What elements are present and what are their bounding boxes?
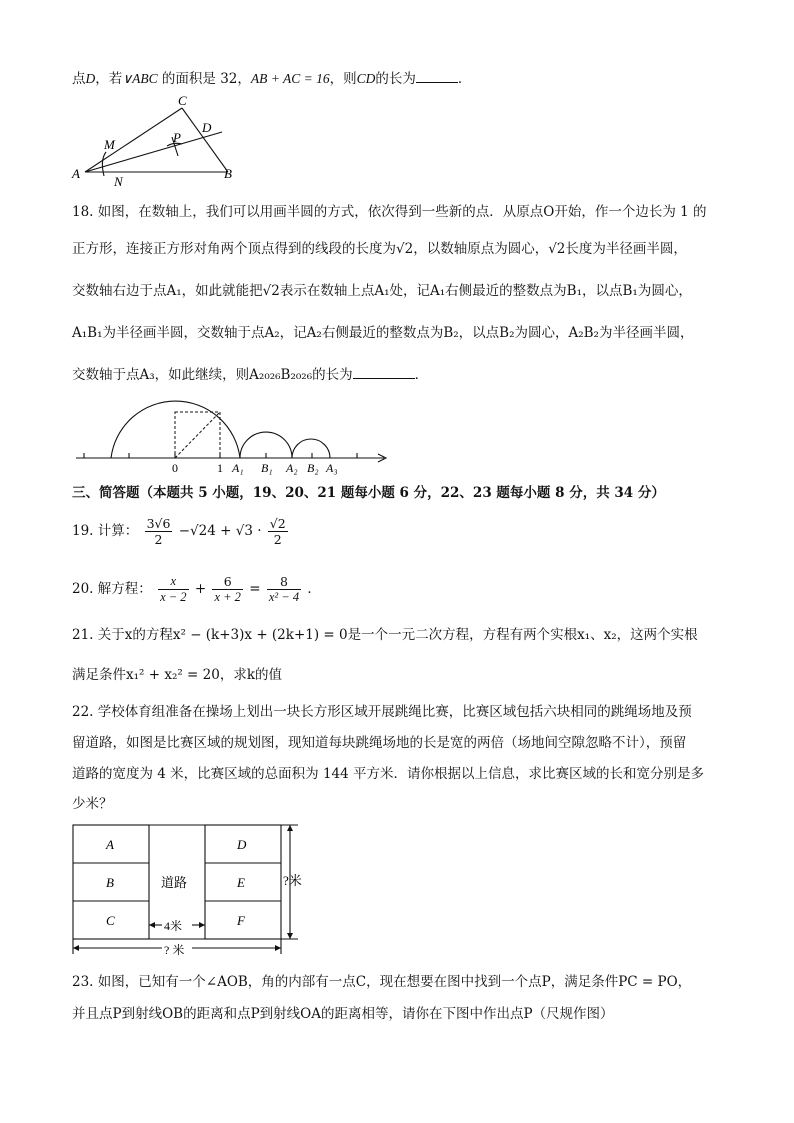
label-p: P [173,130,181,145]
width-label: ? 米 [164,943,185,957]
frac-numerator: 6 [212,574,242,590]
frac-denominator: x − 2 [160,590,187,604]
frac-denominator: 2 [273,532,282,547]
frac-denominator: 2 [154,532,163,547]
q17-text: ． [457,71,472,87]
frac-denominator: x + 2 [214,590,241,604]
tick-b2: B₂ [307,461,319,475]
q20-fraction-1 [158,574,188,605]
field-a: A [106,837,114,852]
q18-line-3: 交数轴右边于点A₁，如此就能把√2表示在数轴上点A₁处，记A₁右侧最近的整数点为B₁，以点B₁为圆心， [72,283,692,299]
field-f: F [237,913,245,928]
label-n: N [114,174,123,189]
answer-blank[interactable] [353,366,415,379]
q18-text: 交数轴于点A₃，如此继续，则A₂₀₂₆B₂₀₂₆的长为 [72,367,353,383]
height-label: ?米 [283,873,302,888]
section-3-heading: 三、简答题（本题共 5 小题，19、20、21 题每小题 6 分，22、23 题每小题 8 分，共 34 分） [72,485,665,501]
q19-prefix: 19. 计算： [72,523,139,539]
q17-triangle-figure [66,94,246,190]
q20-fraction-3 [267,574,301,605]
q19-middle: −√24 + √3 · [178,523,262,539]
q20-fraction-2 [212,574,242,605]
tick-0: 0 [172,461,178,475]
q18-text: ． [414,367,429,383]
q22-line-4: 少米？ [72,796,113,812]
tick-1: 1 [217,461,223,475]
q21-line-1: 21. 关于x的方程x² − (k+3)x + (2k+1) = 0是一个一元二次方程，方程有两个实根x₁、x₂，这两个实根 [72,627,698,643]
q20-plus: + [194,581,207,597]
q20-prefix: 20. 解方程： [72,581,152,597]
tick-a3: A₃ [326,461,338,475]
q17-text: ，若 [95,71,123,87]
q17-text: 的面积是 32， [157,71,251,87]
q19-line [72,516,290,547]
q20-end: ． [307,581,321,597]
q20-equals: = [249,581,261,597]
q19-fraction-1 [145,516,173,547]
field-e: E [237,875,245,890]
q18-line-4: A₁B₁为半径画半圆，交数轴于点A₂，记A₂右侧最近的整数点为B₂，以点B₂为圆心，A₂B₂为半径画半圆， [72,325,694,341]
q21-line-2: 满足条件x₁² + x₂² = 20，求k的值 [72,667,283,683]
tick-a2: A₂ [286,461,298,475]
field-d: D [237,837,247,852]
q17-triangle: ∨ABC [122,71,158,86]
field-c: C [106,913,115,928]
field-b: B [106,875,114,890]
road-width-label: 4米 [164,919,183,933]
label-m: M [104,137,115,152]
q17-text: 的长为 [375,71,416,87]
q23-line-2: 并且点P到射线OB的距离和点P到射线OA的距离相等，请你在下图中作出点P（尺规作图） [72,1006,614,1022]
road-label: 道路 [161,875,188,890]
label-a: A [72,166,80,181]
q17-point-d: D [85,71,96,86]
frac-numerator: 8 [267,574,301,590]
q18-line-5 [72,366,428,384]
label-d: D [202,120,212,135]
q18-number-line-figure [72,392,398,480]
frac-denominator: x² − 4 [268,590,300,604]
answer-blank[interactable] [416,70,458,83]
q20-line [72,574,321,605]
frac-numerator: √2 [269,516,286,531]
tick-a1: A₁ [232,461,244,475]
label-c: C [178,94,187,108]
q17-tail-line [72,70,471,88]
q17-condition: AB + AC = 16 [250,71,330,86]
frac-numerator: x [158,574,188,590]
tick-b1: B₁ [261,461,273,475]
q17-text: ，则 [329,71,357,87]
q17-segment-cd: CD [356,71,376,86]
q23-line-1: 23. 如图，已知有一个∠AOB，角的内部有一点C，现在想要在图中找到一个点P，满足条件PC = PO， [72,974,692,990]
q18-line-2: 正方形，连接正方形对角两个顶点得到的线段的长度为√2，以数轴原点为圆心，√2长度为半径画半圆， [72,241,687,257]
q18-line-1: 18. 如图，在数轴上，我们可以用画半圆的方式，依次得到一些新的点．从原点O开始，作一个边长为 1 的 [72,204,707,220]
q22-line-1: 22. 学校体育组准备在操场上划出一块长方形区域开展跳绳比赛，比赛区域包括六块相同的跳绳场地及预 [72,704,692,720]
q22-layout-figure [66,820,326,962]
q17-text: 点 [72,71,86,87]
q22-line-3: 道路的宽度为 4 米，比赛区域的总面积为 144 平方米．请你根据以上信息，求比赛区域的长和宽分别是多 [72,766,705,782]
q19-fraction-2 [268,516,288,547]
frac-numerator: 3√6 [146,516,171,531]
label-b: B [224,166,232,181]
q22-line-2: 留道路，如图是比赛区域的规划图，现知道每块跳绳场地的长是宽的两倍（场地间空隙忽略不计），预留 [72,735,687,751]
